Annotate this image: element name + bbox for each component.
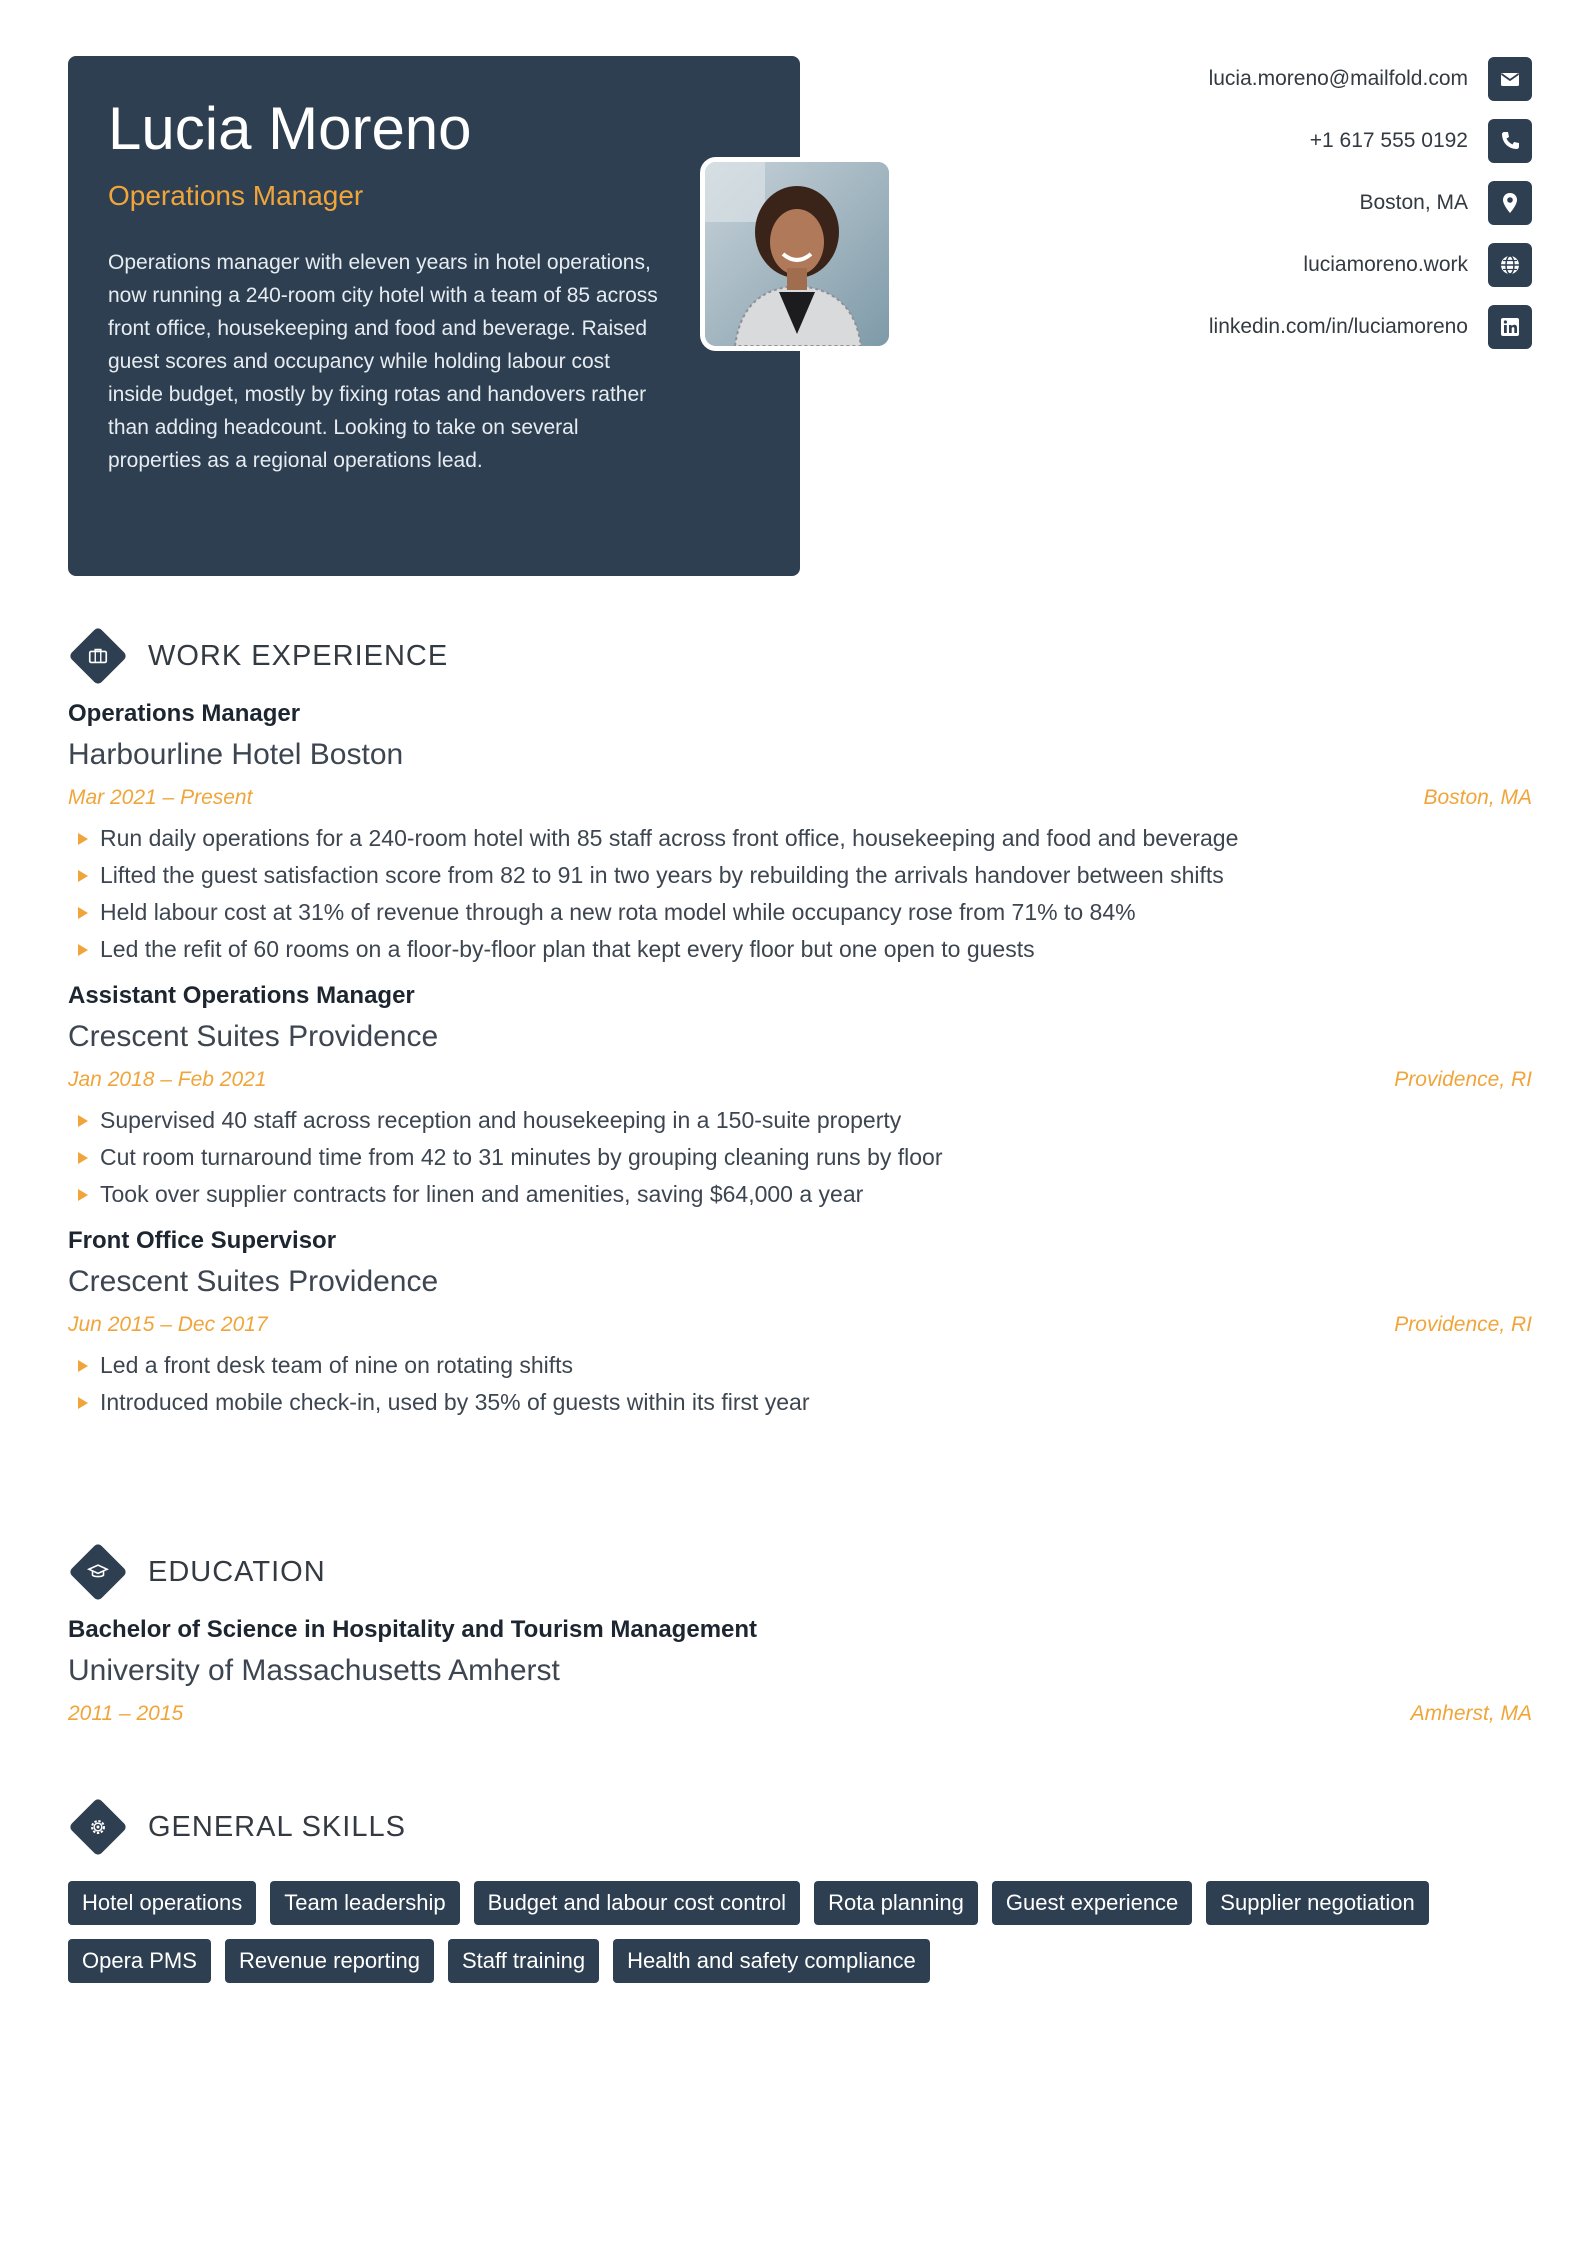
triangle-bullet-icon [78, 1152, 88, 1164]
bullet-item [68, 1347, 1532, 1384]
job-entry [68, 700, 1532, 968]
contact-email[interactable] [972, 56, 1532, 102]
job-title: Front Office Supervisor [68, 1227, 337, 1254]
bullet-item [68, 1139, 1532, 1176]
work-experience-header [68, 626, 1532, 686]
job-bullets [68, 820, 1532, 968]
profile-summary: Operations manager with eleven years in hotel operations, now running a 240-room city hotel with a team of 85 across front office, housekeeping and food and beverage. Raised guest scores and occupancy while holding labour cost inside budget, mostly by fixing rotas and handovers rather than adding headcount. Looking to take on several properties as a regional operations lead. [108, 251, 658, 472]
contact-phone[interactable] [972, 118, 1532, 164]
school-name: University of Massachusetts Amherst [68, 1654, 560, 1687]
job-location: Providence, RI [1394, 1313, 1532, 1336]
skill-tag: Revenue reporting [225, 1939, 434, 1983]
job-location: Providence, RI [1394, 1068, 1532, 1091]
skill-tag: Rota planning [814, 1881, 978, 1925]
education-header [68, 1542, 1532, 1602]
job-meta [68, 786, 1532, 810]
job-company: Harbourline Hotel Boston [68, 738, 404, 771]
job-meta [68, 1313, 1532, 1337]
bullet-text: Cut room turnaround time from 42 to 31 minutes by grouping cleaning runs by floor [100, 1144, 943, 1170]
work-experience-section [68, 626, 1532, 1421]
graduation-cap-icon [68, 1542, 127, 1601]
job-bullets [68, 1347, 1532, 1421]
contact-email-text[interactable]: lucia.moreno@mailfold.com [1208, 67, 1468, 90]
header-card [68, 56, 800, 576]
bullet-item [68, 1176, 1532, 1213]
job-company: Crescent Suites Providence [68, 1020, 439, 1053]
education-location: Amherst, MA [1410, 1702, 1532, 1725]
job-title: Operations Manager [68, 700, 301, 727]
job-company: Crescent Suites Providence [68, 1265, 439, 1298]
bullet-text: Led the refit of 60 rooms on a floor-by-floor plan that kept every floor but one open to guests [100, 936, 1035, 962]
candidate-role: Operations Manager [108, 180, 364, 211]
skill-tag: Budget and labour cost control [474, 1881, 800, 1925]
triangle-bullet-icon [78, 944, 88, 956]
bullet-text: Led a front desk team of nine on rotating shifts [100, 1352, 574, 1378]
skills-section [68, 1797, 1532, 1997]
skill-tag: Guest experience [992, 1881, 1192, 1925]
bullet-text: Introduced mobile check-in, used by 35% of guests within its first year [100, 1389, 810, 1415]
contact-linkedin[interactable] [972, 304, 1532, 350]
triangle-bullet-icon [78, 870, 88, 882]
skill-tag: Staff training [448, 1939, 599, 1983]
contact-location-text: Boston, MA [1359, 191, 1468, 214]
job-dates: Jun 2015 – Dec 2017 [68, 1313, 268, 1336]
work-experience-title: WORK EXPERIENCE [148, 639, 449, 672]
gear-icon [68, 1797, 127, 1856]
bullet-text: Took over supplier contracts for linen and amenities, saving $64,000 a year [100, 1181, 864, 1207]
bullet-text: Supervised 40 staff across reception and housekeeping in a 150-suite property [100, 1107, 902, 1133]
triangle-bullet-icon [78, 833, 88, 845]
envelope-icon [1488, 57, 1532, 101]
triangle-bullet-icon [78, 1360, 88, 1372]
education-title: EDUCATION [148, 1555, 326, 1588]
job-entry [68, 982, 1532, 1213]
contact-location [972, 180, 1532, 226]
contact-website[interactable] [972, 242, 1532, 288]
degree-title: Bachelor of Science in Hospitality and Tourism Management [68, 1616, 758, 1643]
contact-website-text[interactable]: luciamoreno.work [1303, 253, 1468, 276]
globe-icon [1488, 243, 1532, 287]
job-dates: Mar 2021 – Present [68, 786, 253, 809]
candidate-name: Lucia Moreno [108, 95, 472, 162]
bullet-text: Held labour cost at 31% of revenue through a new rota model while occupancy rose from 71% to 84% [100, 899, 1136, 925]
job-dates: Jan 2018 – Feb 2021 [68, 1068, 267, 1091]
skill-tag: Supplier negotiation [1206, 1881, 1428, 1925]
bullet-item [68, 894, 1532, 931]
briefcase-icon [68, 626, 127, 685]
skill-tag: Health and safety compliance [613, 1939, 930, 1983]
location-pin-icon [1488, 181, 1532, 225]
profile-photo [700, 157, 894, 351]
bullet-item [68, 1102, 1532, 1139]
bullet-item [68, 1384, 1532, 1421]
triangle-bullet-icon [78, 1115, 88, 1127]
skill-tags [68, 1881, 1532, 1997]
job-entry [68, 1227, 1532, 1421]
triangle-bullet-icon [78, 1189, 88, 1201]
job-bullets [68, 1102, 1532, 1213]
job-meta [68, 1068, 1532, 1092]
skill-tag: Opera PMS [68, 1939, 211, 1983]
skills-header [68, 1797, 1532, 1857]
job-title: Assistant Operations Manager [68, 982, 415, 1009]
bullet-item [68, 857, 1532, 894]
bullet-item [68, 820, 1532, 857]
triangle-bullet-icon [78, 907, 88, 919]
education-dates: 2011 – 2015 [68, 1702, 184, 1725]
bullet-item [68, 931, 1532, 968]
phone-icon [1488, 119, 1532, 163]
linkedin-icon [1488, 305, 1532, 349]
bullet-text: Lifted the guest satisfaction score from 82 to 91 in two years by rebuilding the arrivals handover between shifts [100, 862, 1224, 888]
education-meta [68, 1702, 1532, 1726]
contact-phone-text[interactable]: +1 617 555 0192 [1309, 129, 1468, 152]
skills-title: GENERAL SKILLS [148, 1810, 406, 1843]
profile-photo-image [705, 162, 889, 346]
contact-list [972, 56, 1532, 366]
contact-linkedin-text[interactable]: linkedin.com/in/luciamoreno [1208, 315, 1468, 338]
education-section [68, 1542, 1532, 1726]
job-location: Boston, MA [1423, 786, 1532, 809]
skill-tag: Hotel operations [68, 1881, 256, 1925]
bullet-text: Run daily operations for a 240-room hotel with 85 staff across front office, housekeeping and food and beverage [100, 825, 1239, 851]
education-entry [68, 1616, 1532, 1726]
skill-tag: Team leadership [270, 1881, 459, 1925]
triangle-bullet-icon [78, 1397, 88, 1409]
